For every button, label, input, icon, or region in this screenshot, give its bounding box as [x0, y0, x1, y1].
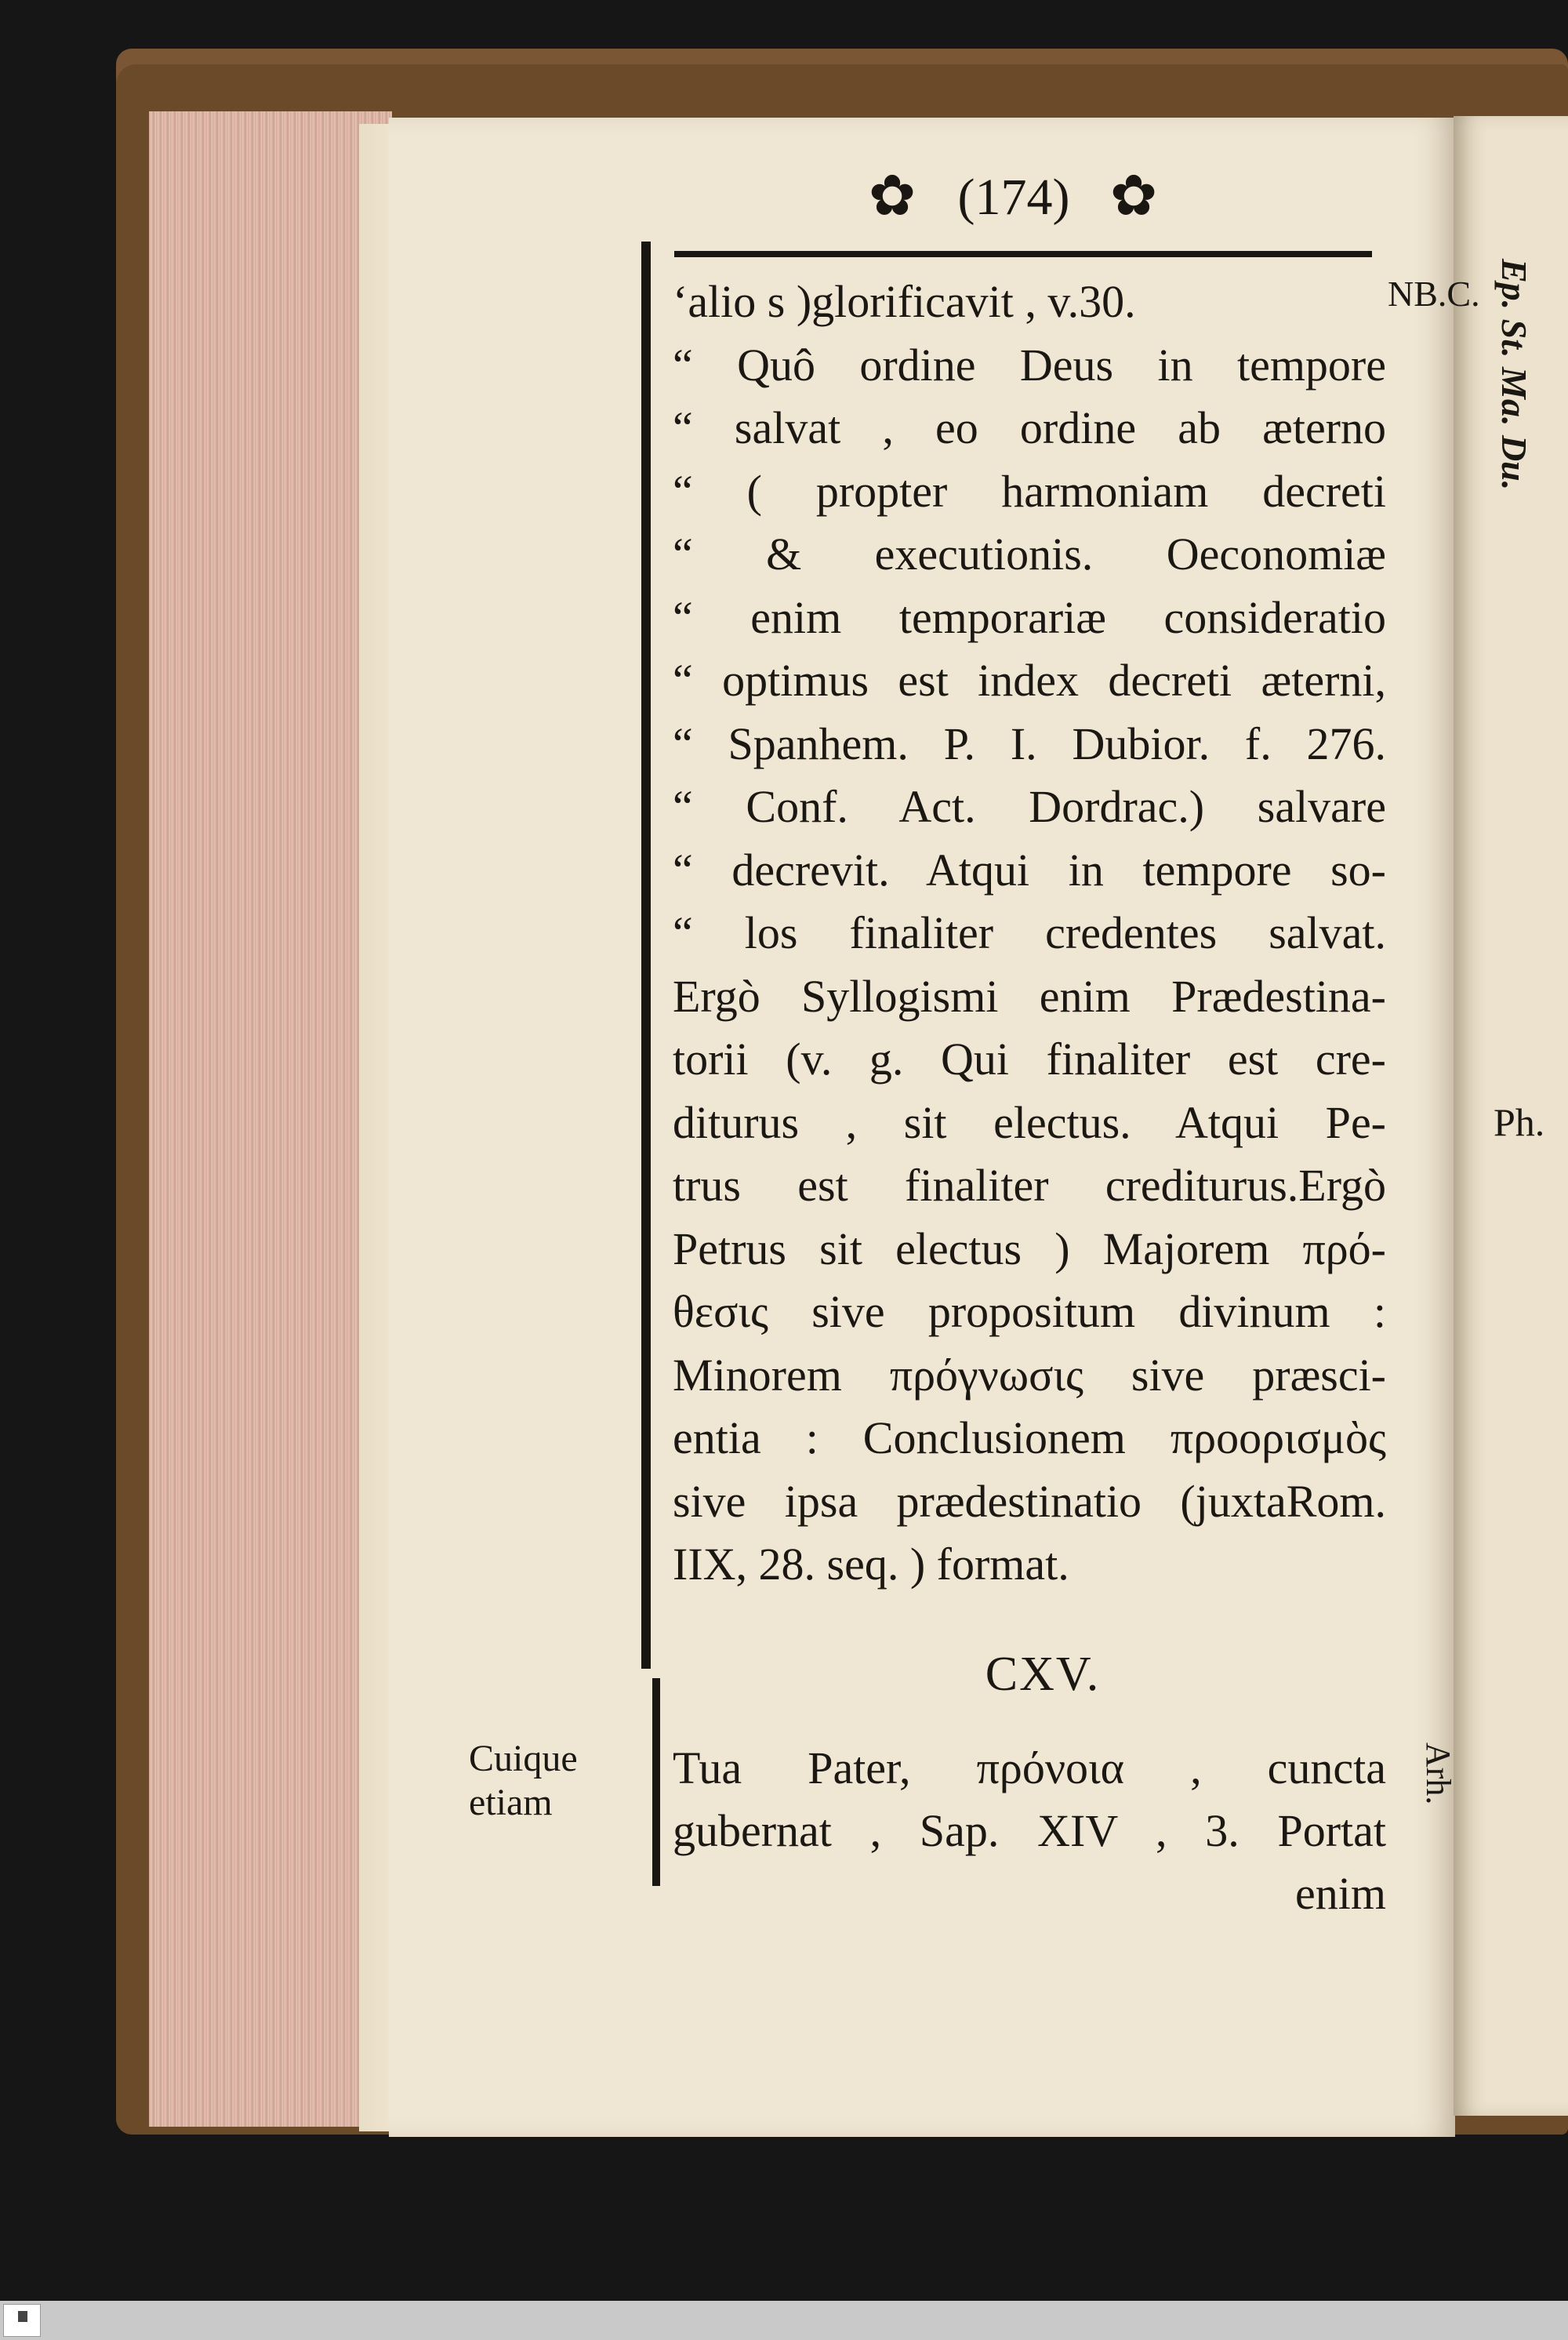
text-line: “ Spanhem. P. I. Dubior. f. 276. [673, 718, 1386, 769]
margin-reference: NB.C. [1388, 274, 1480, 314]
text-line: “ salvat , eo ordine ab æterno [673, 402, 1386, 453]
text-line: gubernat , Sap. XIV , 3. Portat [673, 1805, 1386, 1856]
text-line: Petrus sit electus ) Majorem πρό- [673, 1223, 1386, 1274]
right-page-marker: Ph. [1494, 1100, 1545, 1144]
library-logo-icon [3, 2304, 41, 2337]
text-line: sive ipsa prædestinatio (juxtaRom. [673, 1475, 1386, 1527]
text-line: IIX, 28. seq. ) format. [673, 1539, 1069, 1590]
margin-note-line: Cuique [469, 1738, 578, 1779]
text-line: trus est finaliter crediturus.Ergò [673, 1160, 1386, 1211]
text-line: “ Conf. Act. Dordrac.) salvare [673, 781, 1386, 832]
header-rule [674, 251, 1372, 257]
text-line: ‘alio s )glorificavit , v.30. [673, 276, 1136, 327]
text-line: “ & executionis. Oeconomiæ [673, 529, 1386, 580]
text-line: “ decrevit. Atqui in tempore so- [673, 844, 1386, 896]
flower-ornament-icon: ✿ [868, 165, 916, 227]
text-line: Tua Pater, πρόνοια , cuncta [673, 1742, 1386, 1793]
section-text-block [673, 1737, 1386, 1925]
text-line: entia : Conclusionem προορισμὸς [673, 1412, 1386, 1463]
margin-marker-bar-lower [652, 1678, 660, 1886]
right-page-side-note: Arh. [1419, 1742, 1457, 1805]
text-line: diturus , sit electus. Atqui Pe- [673, 1096, 1386, 1148]
catchword: enim [1295, 1868, 1386, 1919]
flower-ornament-icon: ✿ [1109, 165, 1158, 227]
text-line: Minorem πρόγνωσις sive præsci- [673, 1349, 1386, 1401]
text-line: “ optimus est index decreti æterni, [673, 655, 1386, 706]
section-heading: CXV. [985, 1648, 1101, 1701]
viewer-footer-bar [0, 2301, 1568, 2340]
text-line: Ergò Syllogismi enim Prædestina- [673, 970, 1386, 1022]
text-line: “ ( propter harmoniam decreti [673, 465, 1386, 517]
text-line: torii (v. g. Qui finaliter est cre- [673, 1034, 1386, 1085]
margin-marker-bar [641, 242, 651, 1669]
margin-note-line: etiam [469, 1782, 553, 1823]
text-line: “ los finaliter credentes salvat. [673, 907, 1386, 958]
right-page-running-head: Ep. St. Ma. Du. [1494, 259, 1534, 491]
margin-note [469, 1737, 626, 1825]
text-line: “ enim temporariæ consideratio [673, 591, 1386, 643]
page-number: (174) [957, 169, 1070, 226]
text-line: “ Quô ordine Deus in tempore [673, 339, 1386, 391]
page-edges [149, 111, 392, 2127]
page-header [862, 166, 1223, 237]
main-text-block [673, 271, 1386, 1597]
text-line: θεσις sive propositum divinum : [673, 1286, 1386, 1337]
